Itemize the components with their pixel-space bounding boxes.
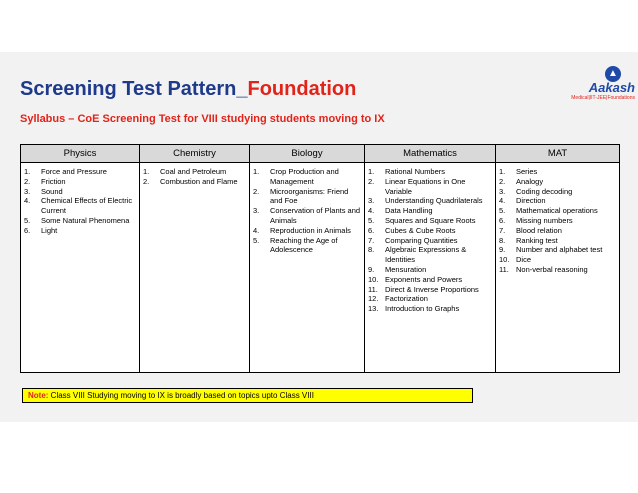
list-item-text: Crop Production and Management [270,167,339,186]
list-item [368,226,492,236]
mathematics-topic-list [368,167,492,314]
list-item [368,245,492,265]
list-item-number: 12. [368,294,379,304]
list-item-number: 2. [499,176,506,186]
list-item [368,177,492,197]
list-item-number: 11. [499,264,509,274]
list-item-number: 6. [499,215,506,225]
list-item-text: Algebraic Expressions & Identities [385,245,467,265]
physics-cell [21,163,140,373]
list-item [499,177,616,187]
list-item [253,236,361,256]
list-item-number: 4. [253,225,260,235]
header-physics: Physics [21,145,140,163]
list-item-number: 6. [24,225,31,235]
list-item [24,177,136,187]
list-item-number: 1. [143,167,150,176]
list-item-number: 4. [499,196,506,206]
list-item-text: Direct & Inverse Proportions [385,284,479,294]
list-item-text: Rational Numbers [385,167,446,176]
list-item-text: Direction [516,196,546,206]
list-item-text: Missing numbers [516,215,573,225]
title-main: Screening Test Pattern_ [20,78,248,100]
list-item-number: 1. [499,167,506,176]
list-item-text: Coal and Petroleum [160,167,227,176]
list-item [368,285,492,295]
list-item [499,245,616,255]
page-subtitle: Syllabus – CoE Screening Test for VIII studying students moving to IX [20,113,385,125]
logo-tagline: Medical|IIT-JEE|Foundations [571,95,635,101]
list-item [368,206,492,216]
physics-topic-list [24,167,136,236]
list-item-number: 2. [253,186,260,196]
list-item [24,167,136,177]
list-item-text: Some Natural Phenomena [41,215,130,225]
list-item [499,265,616,275]
list-item-number: 5. [499,206,506,216]
list-item-text: Non-verbal reasoning [516,264,588,274]
list-item-text: Data Handling [385,206,433,216]
list-item-text: Squares and Square Roots [385,215,476,225]
list-item [253,226,361,236]
note-label: Note: [28,391,49,400]
list-item-number: 8. [368,245,375,255]
list-item [253,167,361,187]
list-item [368,167,492,177]
syllabus-header-row [21,145,620,163]
note-text: Class VIII Studying moving to IX is broadly based on topics upto Class VIII [48,391,314,400]
list-item-text: Ranking test [516,235,558,245]
list-item [368,304,492,314]
list-item-number: 1. [24,167,31,176]
list-item [253,187,361,207]
list-item-text: Mensuration [385,264,427,274]
chemistry-cell [140,163,250,373]
list-item-text: Chemical Effects of Electric Current [41,196,133,216]
list-item [24,226,136,236]
list-item-text: Factorization [385,294,428,304]
list-item-number: 2. [24,176,31,186]
list-item-number: 2. [368,176,375,186]
list-item [24,216,136,226]
logo-brand: Aakash [588,80,635,95]
list-item [24,187,136,197]
list-item [499,216,616,226]
list-item-text: Mathematical operations [516,206,598,216]
list-item-text: Understanding Quadrilaterals [385,196,483,206]
list-item [24,196,136,216]
list-item-text: Reproduction in Animals [270,225,351,235]
page-title [20,78,356,101]
note-box [22,388,473,403]
list-item-number: 1. [368,167,375,176]
list-item-number: 3. [253,206,260,216]
list-item-text: Linear Equations in One Variable [385,176,466,196]
list-item-text: Microorganisms: Friend and Foe [270,186,349,206]
list-item [499,236,616,246]
list-item [368,236,492,246]
list-item-number: 13. [368,304,379,314]
list-item-number: 11. [368,284,378,294]
biology-cell [250,163,365,373]
header-chemistry: Chemistry [140,145,250,163]
list-item-number: 3. [24,186,31,196]
list-item [143,177,246,187]
list-item [499,167,616,177]
list-item-text: Analogy [516,176,544,186]
header-biology: Biology [250,145,365,163]
list-item [143,167,246,177]
list-item-number: 5. [24,215,31,225]
list-item-number: 5. [253,235,260,245]
list-item-number: 10. [499,255,510,265]
list-item-number: 7. [368,235,375,245]
list-item-number: 10. [368,274,379,284]
list-item [368,265,492,275]
list-item [499,206,616,216]
list-item-text: Introduction to Graphs [385,304,460,314]
mat-cell [496,163,620,373]
list-item-text: Sound [41,186,63,196]
list-item [368,275,492,285]
list-item-text: Combustion and Flame [160,176,238,186]
list-item-text: Force and Pressure [41,167,107,176]
list-item-number: 5. [368,215,375,225]
list-item-text: Comparing Quantities [385,235,458,245]
list-item-number: 1. [253,167,260,176]
list-item-text: Cubes & Cube Roots [385,225,456,235]
list-item-text: Light [41,225,58,235]
list-item [368,196,492,206]
list-item-number: 4. [24,196,31,206]
list-item-number: 9. [368,264,375,274]
list-item-text: Reaching the Age of Adolescence [270,235,338,255]
list-item-text: Series [516,167,538,176]
header-mathematics: Mathematics [365,145,496,163]
list-item-text: Number and alphabet test [516,245,603,255]
biology-topic-list [253,167,361,255]
title-accent: Foundation [247,78,357,100]
list-item [499,226,616,236]
list-item-number: 9. [499,245,506,255]
list-item-number: 8. [499,235,506,245]
list-item-text: Blood relation [516,225,562,235]
list-item [368,294,492,304]
list-item-text: Dice [516,255,532,265]
list-item-text: Friction [41,176,66,186]
syllabus-table [20,144,620,373]
list-item-number: 7. [499,225,506,235]
list-item [368,216,492,226]
chemistry-topic-list [143,167,246,187]
list-item-number: 6. [368,225,375,235]
syllabus-body-row [21,163,620,373]
list-item-text: Coding decoding [516,186,573,196]
list-item-text: Exponents and Powers [385,274,463,284]
list-item-number: 3. [499,186,506,196]
logo-emblem-icon: ▲ [605,66,621,82]
list-item-number: 3. [368,196,375,206]
aakash-logo [571,66,635,106]
list-item [253,206,361,226]
mat-topic-list [499,167,616,275]
mathematics-cell [365,163,496,373]
list-item [499,255,616,265]
list-item-number: 2. [143,176,150,186]
list-item [499,196,616,206]
list-item-number: 4. [368,206,375,216]
list-item-text: Conservation of Plants and Animals [270,206,361,225]
header-mat: MAT [496,145,620,163]
list-item [499,187,616,197]
